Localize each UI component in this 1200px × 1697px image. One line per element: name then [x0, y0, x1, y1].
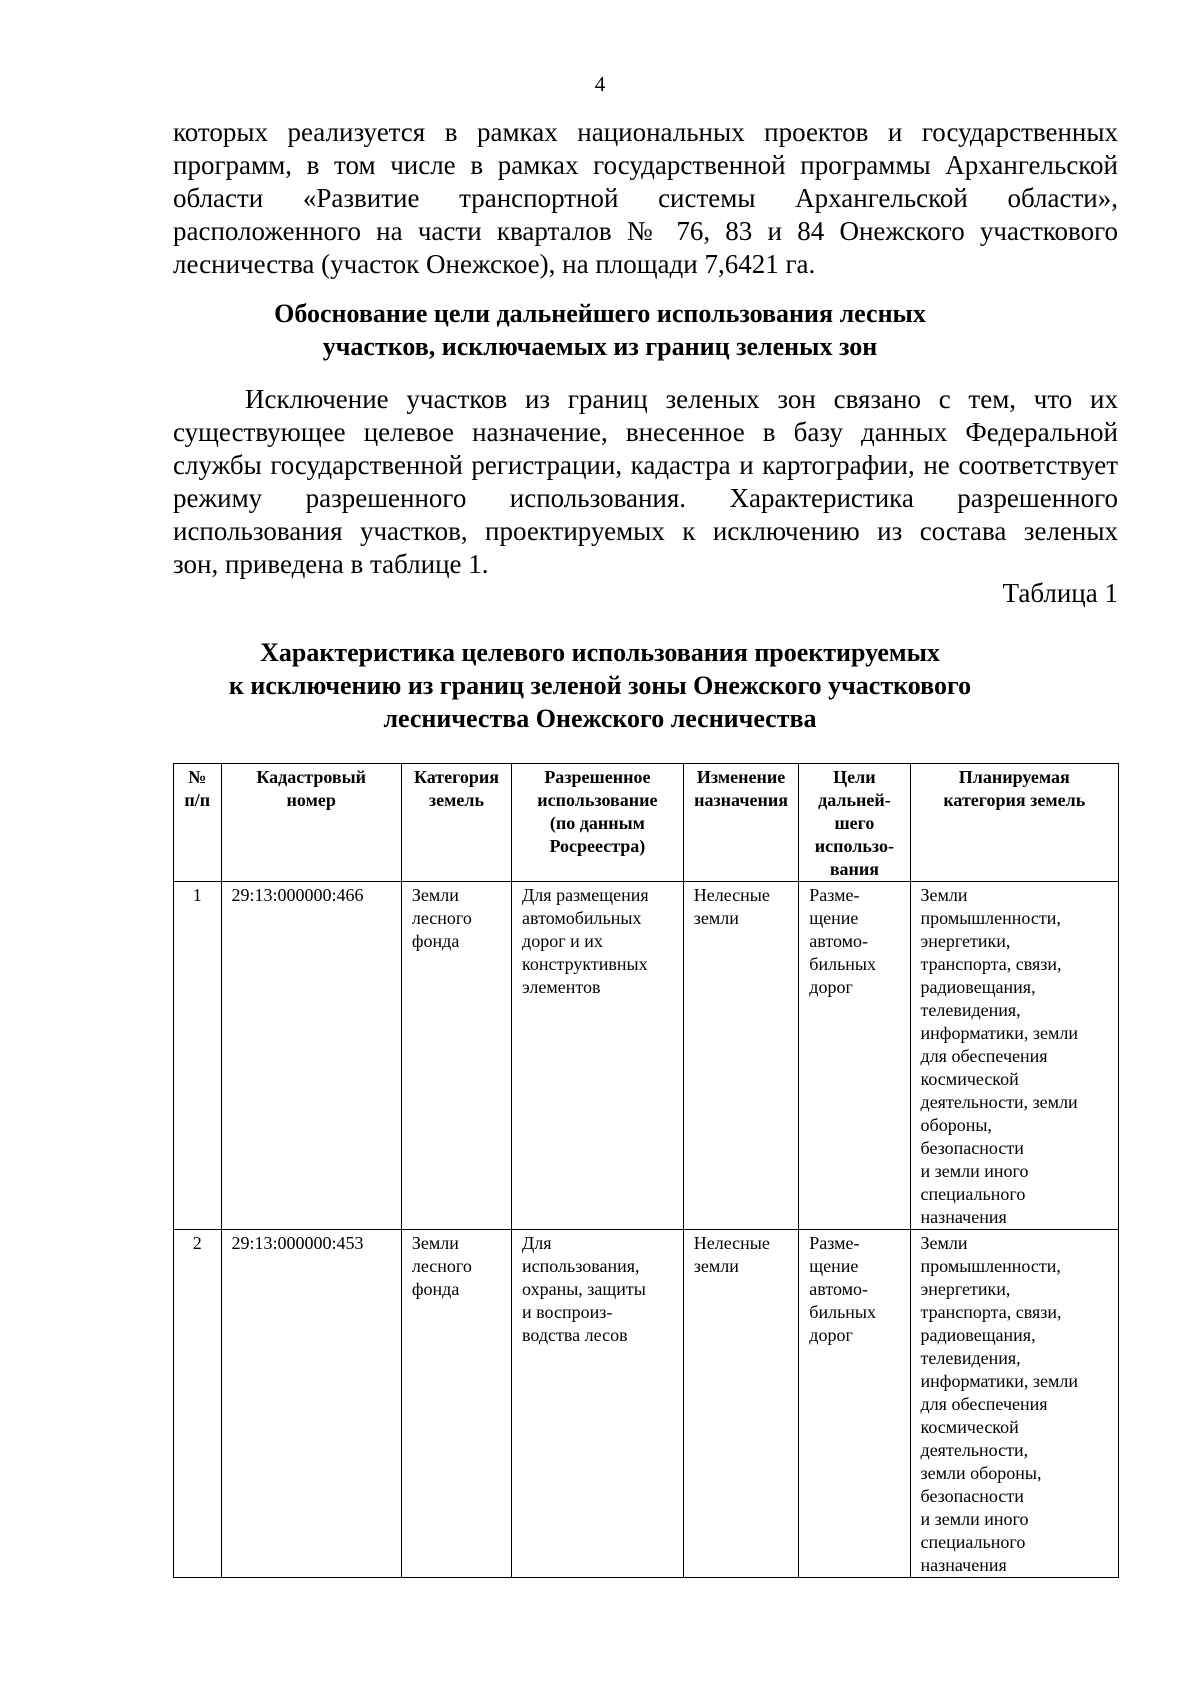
text-line: существующее целевое назначение, внесенное в базу данных Федеральной [173, 417, 1118, 447]
header-cadastral: Кадастровый номер [221, 764, 401, 882]
cell-category: Земли лесного фонда [401, 1230, 511, 1578]
cell-goals: Разме- щение автомо- бильных дорог [799, 1230, 910, 1578]
text-line: программ, в том числе в рамках государственной программы Архангельской [173, 150, 1118, 180]
header-number: № п/п [174, 764, 222, 882]
title-line: лесничества Онежского лесничества [383, 704, 817, 733]
cell-cadastral: 29:13:000000:466 [221, 882, 401, 1230]
header-change: Изменение назначения [683, 764, 799, 882]
text-line: службы государственной регистрации, кадастра и картографии, не соответствует [173, 450, 1118, 480]
text-line: которых реализуется в рамках национальных проектов и государственных [173, 117, 1118, 147]
cell-category: Земли лесного фонда [401, 882, 511, 1230]
page-number: 4 [594, 72, 606, 96]
table-caption: Таблица 1 [1002, 578, 1118, 608]
header-category: Категория земель [401, 764, 511, 882]
cell-number: 2 [174, 1230, 222, 1578]
text-line: режиму разрешенного использования. Характеристика разрешенного [173, 483, 1118, 513]
heading-line: Обоснование цели дальнейшего использования лесных [274, 299, 926, 328]
table-row [174, 882, 1119, 1230]
cell-goals: Разме- щение автомо- бильных дорог [799, 882, 910, 1230]
table-title [0, 636, 1200, 735]
text-line: расположенного на части кварталов № 76, 83 и 84 Онежского участкового [173, 216, 1118, 246]
cell-change: Нелесные земли [683, 1230, 799, 1578]
cell-permitted-use: Для использования, охраны, защиты и воспроиз- водства лесов [512, 1230, 684, 1578]
text-line: лесничества (участок Онежское), на площади 7,6421 га. [173, 249, 816, 279]
cell-planned-category: Земли промышленности, энергетики, транспорта, связи, радиовещания, телевидения, информатики, земли для обеспечения космической деятельности, земли обороны, безопасности и земли иного специального назначения [910, 1230, 1118, 1578]
text-line: зон, приведена в таблице 1. [173, 549, 489, 579]
heading-line: участков, исключаемых из границ зеленых зон [322, 332, 878, 361]
header-permitted-use: Разрешенное использование (по данным Росреестра) [512, 764, 684, 882]
header-goals: Цели дальней- шего использо- вания [799, 764, 910, 882]
intro-paragraph [173, 116, 1118, 281]
body-paragraph [173, 383, 1118, 581]
cell-planned-category: Земли промышленности, энергетики, транспорта, связи, радиовещания, телевидения, информатики, земли для обеспечения космической деятельности, земли обороны, безопасности и земли иного специального назначения [910, 882, 1118, 1230]
cell-number: 1 [174, 882, 222, 1230]
header-planned-category: Планируемая категория земель [910, 764, 1118, 882]
cell-cadastral: 29:13:000000:453 [221, 1230, 401, 1578]
cell-permitted-use: Для размещения автомобильных дорог и их конструктивных элементов [512, 882, 684, 1230]
land-use-table [173, 763, 1119, 1578]
section-heading [0, 297, 1200, 363]
title-line: Характеристика целевого использования проектируемых [260, 638, 940, 667]
table-row [174, 1230, 1119, 1578]
text-line: области «Развитие транспортной системы Архангельской области», [173, 183, 1118, 213]
title-line: к исключению из границ зеленой зоны Онежского участкового [228, 671, 972, 700]
text-line: Исключение участков из границ зеленых зон связано с тем, что их [245, 384, 1118, 414]
cell-change: Нелесные земли [683, 882, 799, 1230]
table-header-row [174, 764, 1119, 882]
text-line: использования участков, проектируемых к исключению из состава зеленых [173, 516, 1118, 546]
